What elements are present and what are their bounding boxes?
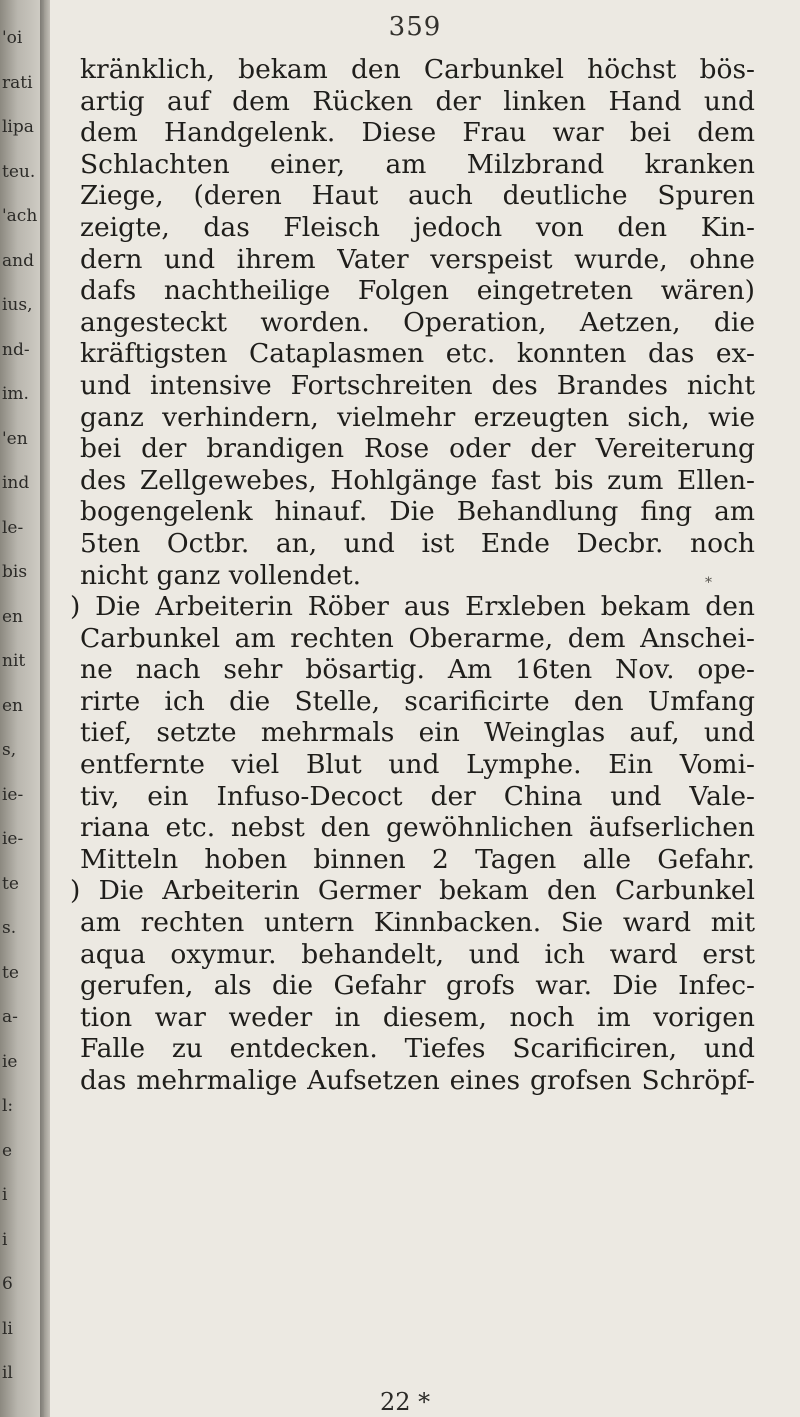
facing-page-fragment: and [2, 250, 34, 271]
text-line: Schlachten einer, am Milzbrand kranken [80, 148, 755, 180]
text-line: kränklich, bekam den Carbunkel höchst bös- [80, 54, 755, 85]
text-line: gerufen, als die Gefahr grofs war. Die Infec- [80, 970, 755, 1002]
facing-page-fragment: i [2, 1185, 8, 1205]
facing-page-edge [0, 0, 44, 1417]
text-line: bogengelenk hinauf. Die Behandlung fing am [80, 496, 755, 528]
text-line: des Zellgewebes, Hohlgänge fast bis zum Ellen- [80, 464, 755, 496]
text-line: bei der brandigen Rose oder der Vereiterung [80, 433, 755, 465]
body-text [70, 54, 755, 1097]
facing-page-fragment: s. [2, 918, 17, 938]
text-line: dern und ihrem Vater verspeist wurde, ohne [80, 243, 755, 275]
text-line: Mitteln hoben binnen 2 Tagen alle Gefahr. [80, 843, 755, 875]
facing-page-fragment: a- [2, 1007, 18, 1027]
facing-page-fragment: li [2, 1318, 13, 1339]
text-line: nicht ganz vollendet. [80, 559, 362, 591]
text-line: tief, setzte mehrmals ein Weinglas auf, und [80, 717, 755, 749]
text-line: ) Die Arbeiterin Röber aus Erxleben bekam den [70, 591, 755, 623]
text-line: am rechten untern Kinnbacken. Sie ward mit [80, 907, 755, 939]
facing-page-fragment: e [2, 1140, 13, 1161]
text-line: ) Die Arbeiterin Germer bekam den Carbunkel [70, 875, 755, 907]
text-line: rirte ich die Stelle, scarificirte den Umfang [80, 685, 755, 717]
text-line: entfernte viel Blut und Lymphe. Ein Vomi- [80, 749, 755, 781]
text-line: tion war weder in diesem, noch im vorigen [80, 1001, 755, 1033]
facing-page-fragment: nd- [2, 339, 30, 360]
text-line: Carbunkel am rechten Oberarme, dem Anschei- [80, 622, 755, 654]
facing-page-fragment: ie- [2, 829, 24, 849]
text-line: dem Handgelenk. Diese Frau war bei dem [80, 117, 755, 149]
facing-page-fragment: 'en [2, 428, 28, 449]
margin-mark: * [705, 575, 712, 591]
text-line: kräftigsten Cataplasmen etc. konnten das ex- [80, 338, 755, 370]
facing-page-fragment: ie- [2, 784, 24, 805]
facing-page-fragment: ind [2, 473, 30, 493]
text-line: ganz verhindern, vielmehr erzeugten sich, wie [80, 401, 755, 433]
facing-page-fragment: bis [2, 562, 28, 582]
text-line: Falle zu entdecken. Tiefes Scarificiren, und [80, 1033, 755, 1065]
text-line: und intensive Fortschreiten des Brandes nicht [80, 369, 755, 401]
facing-page-fragment: 'ach [2, 206, 38, 226]
facing-page-fragment: en [2, 606, 24, 627]
facing-page-fragment: le- [2, 517, 24, 538]
printer-signature: 22 * [380, 1388, 431, 1416]
text-line: zeigte, das Fleisch jedoch von den Kin- [80, 211, 755, 243]
facing-page-fragment: lipa [2, 117, 34, 137]
facing-page-fragment: rati [2, 72, 33, 93]
facing-page-fragment: nit [2, 651, 26, 671]
text-line: dafs nachtheilige Folgen eingetreten wären) [80, 275, 755, 307]
facing-page-fragment: il [2, 1363, 13, 1383]
text-line: ne nach sehr bösartig. Am 16ten Nov. ope- [80, 654, 755, 686]
text-line: riana etc. nebst den gewöhnlichen äufserlichen [80, 812, 755, 844]
facing-page-fragment: l: [2, 1096, 14, 1116]
book-page [50, 0, 800, 1417]
facing-page-fragment: te [2, 873, 19, 894]
facing-page-fragment: i [2, 1229, 8, 1250]
text-line: angesteckt worden. Operation, Aetzen, die [80, 306, 755, 338]
facing-page-fragment: ius, [2, 295, 33, 315]
facing-page-fragment: im. [2, 384, 29, 404]
text-line: Ziege, (deren Haut auch deutliche Spuren [80, 180, 755, 212]
text-line: das mehrmalige Aufsetzen eines grofsen Schröpf- [80, 1065, 755, 1096]
facing-page-fragment: s, [2, 740, 17, 760]
facing-page-fragment: teu. [2, 161, 36, 182]
page-number: 359 [388, 12, 442, 42]
text-line: aqua oxymur. behandelt, und ich ward erst [80, 938, 755, 970]
facing-page-fragment: ie [2, 1051, 18, 1072]
facing-page-fragment: en [2, 695, 24, 716]
text-line: 5ten Octbr. an, und ist Ende Decbr. noch [80, 527, 755, 559]
text-line: artig auf dem Rücken der linken Hand und [80, 85, 755, 117]
facing-page-fragment: 6 [2, 1274, 13, 1294]
facing-page-fragment: 'oi [2, 28, 23, 48]
facing-page-fragment: te [2, 962, 19, 983]
text-line: tiv, ein Infuso-Decoct der China und Vale- [80, 780, 755, 812]
